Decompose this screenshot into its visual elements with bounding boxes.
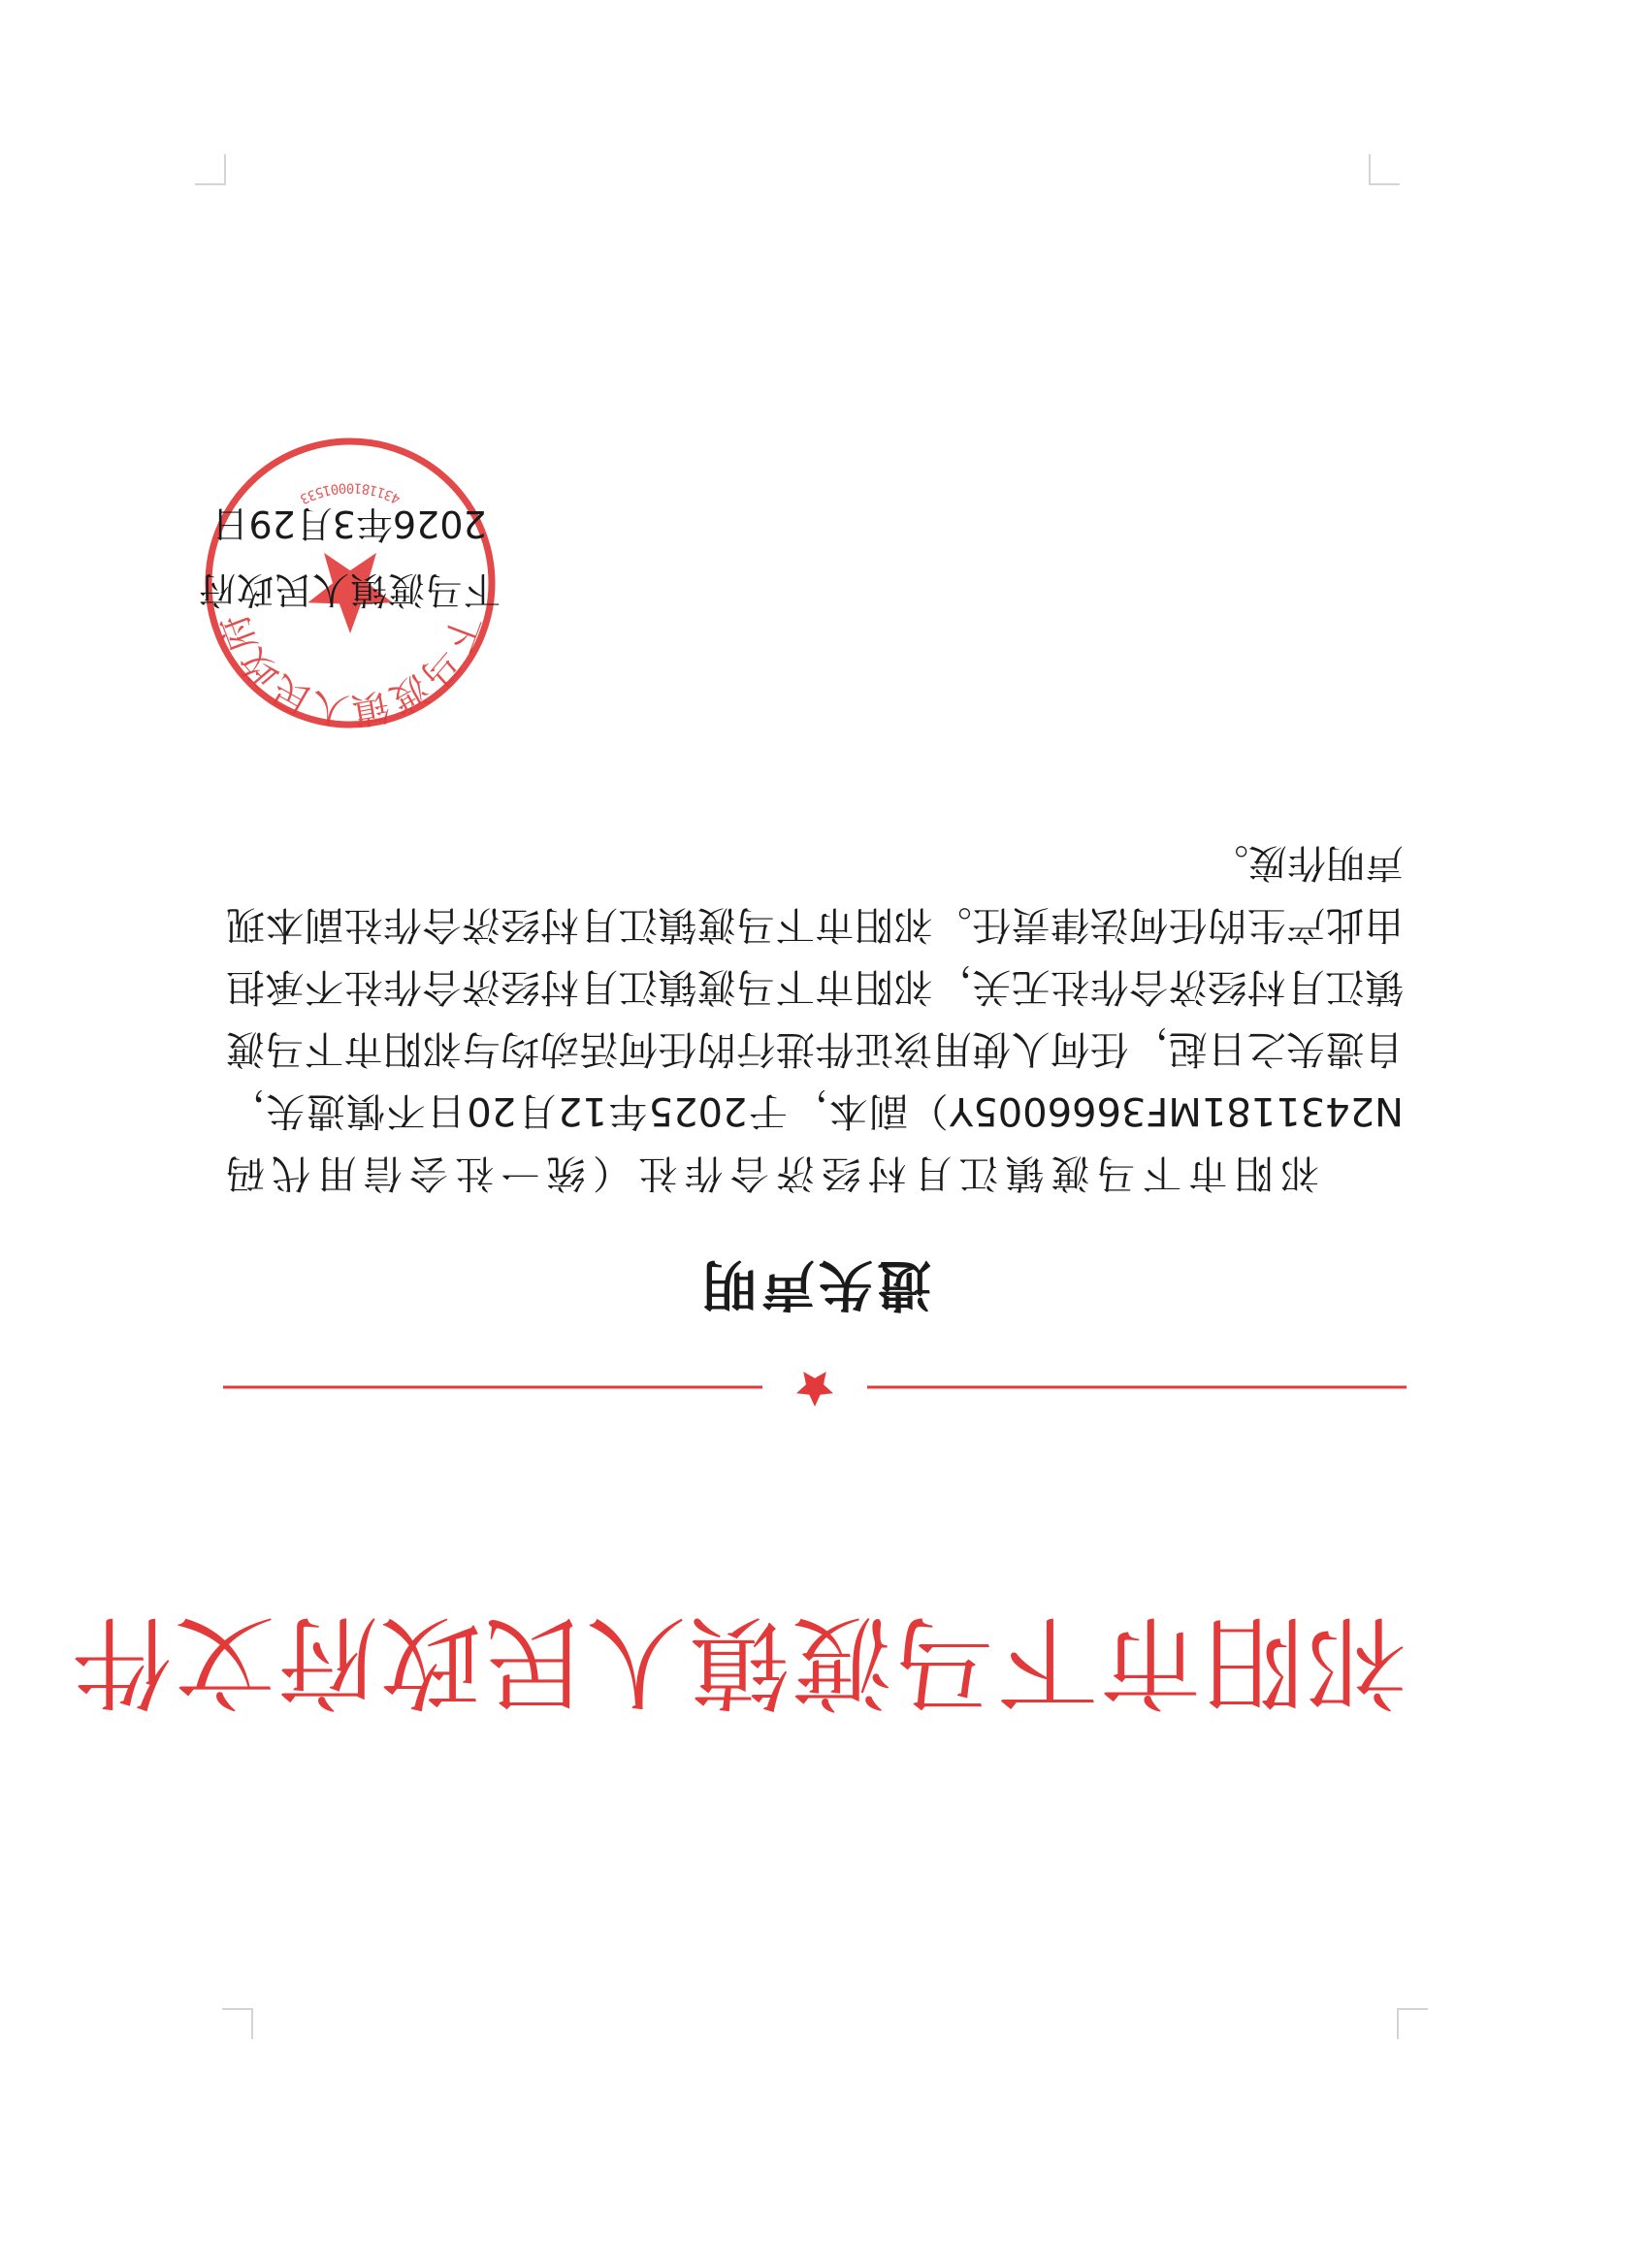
red-divider-with-star [223,1368,1406,1407]
crop-mark-top-right [222,2008,253,2039]
notice-body-text: 祁阳市下马渡镇江月村经济合作社（统一社会信用代码N2431181MF3666005Y）副本，于2025年12月20日不慎遗失，自遗失之日起，任何人使用该证件进行的任何活动均与祁阳市下马渡镇江月村经济合作社无关，祁阳市下马渡镇江月村经济合作社不承担由此产生的任何法律责任。祁阳市下马渡镇江月村经济合作社副本现声明作废。 [226,840,1404,1195]
signature-block [165,495,534,619]
svg-text:4311810001533: 4311810001533 [297,479,404,507]
notice-title: 遗失声明 [698,1252,931,1315]
document-red-header: 祁阳市下马渡镇人民政府文件 [69,1603,1406,1721]
crop-mark-top-left [1397,2008,1428,2039]
crop-mark-bottom-left [1369,154,1400,185]
notice-body [226,831,1404,1204]
crop-mark-bottom-right [195,154,226,185]
star-icon [796,1372,833,1407]
issuer-name: 下马渡镇人民政府 [198,568,501,611]
issue-date: 2026年3月29日 [211,502,487,545]
svg-text:下马渡镇人民政府: 下马渡镇人民政府 [211,607,489,732]
